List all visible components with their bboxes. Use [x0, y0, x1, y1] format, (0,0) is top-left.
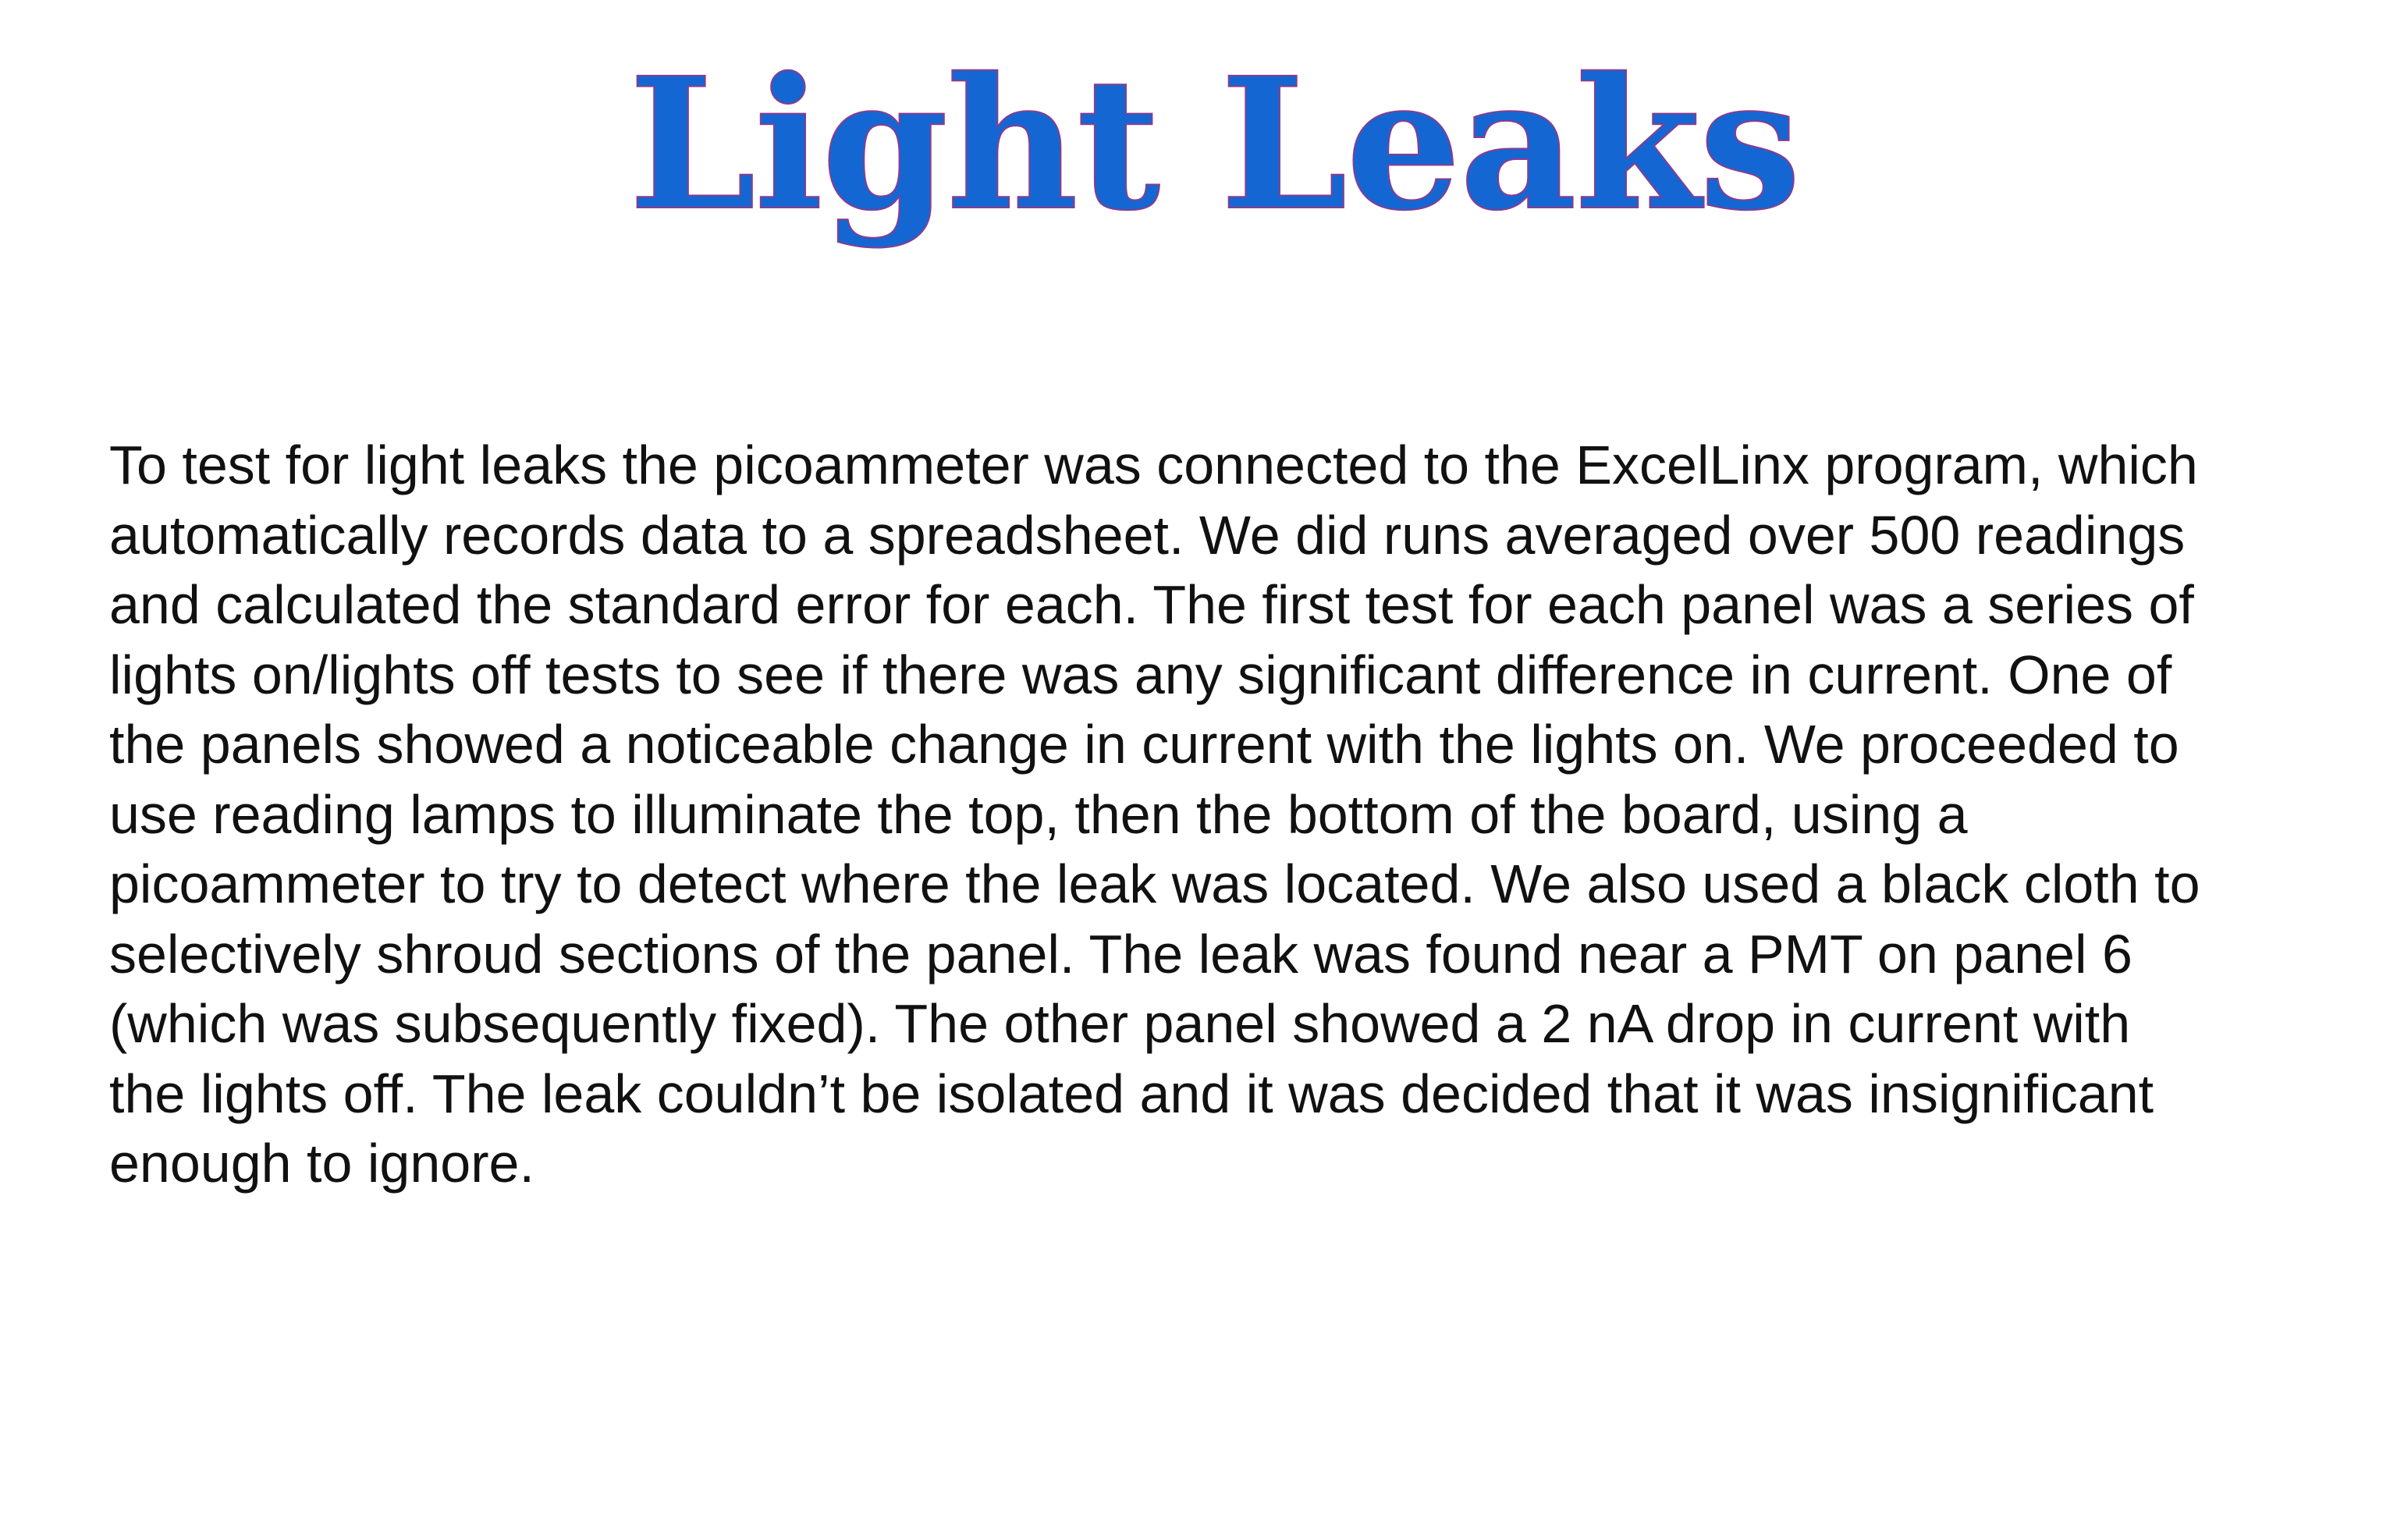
- slide-body-text: To test for light leaks the picoammeter was connected to the ExcelLinx program, which automatically records data to a spreadsheet. We did runs averaged over 500 readings and calculated the standard error for each. The first test for each panel was a series of lights on/lights off tests to see if there was any significant difference in current. One of the panels showed a noticeable change in current with the lights on. We proceeded to use reading lamps to illuminate the top, then the bottom of the board, using a picoammeter to try to detect where the leak was located. We also used a black cloth to selectively shroud sections of the panel. The leak was found near a PMT on panel 6 (which was subsequently fixed). The other panel showed a 2 nA drop in current with the lights off. The leak couldn’t be isolated and it was decided that it was insignificant enough to ignore.: [109, 435, 2200, 1194]
- slide-title: Light Leaks: [628, 37, 1800, 250]
